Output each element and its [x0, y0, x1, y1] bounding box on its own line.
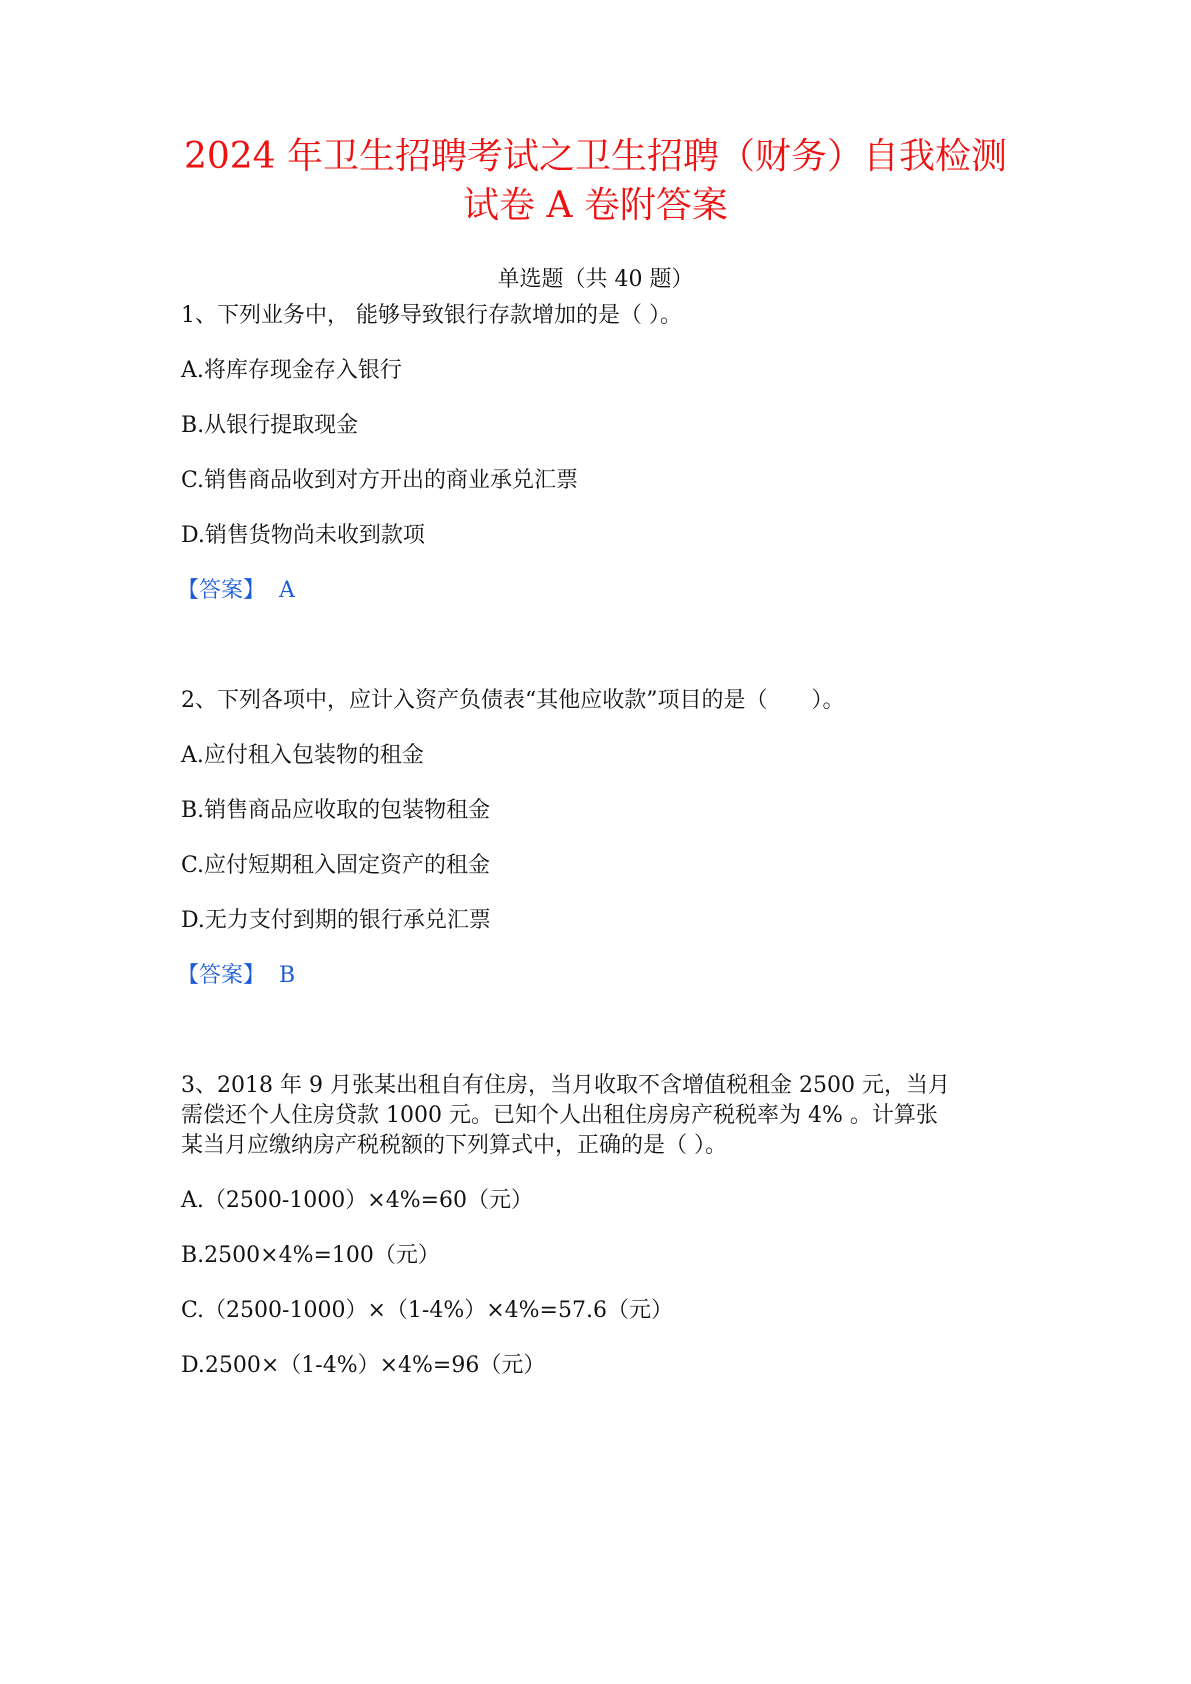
question-3-stem-line-1: 3、2018 年 9 月张某出租自有住房，当月收取不含增值税租金 2500 元，当月 — [181, 1073, 950, 1098]
question-3-option-a: A.（2500-1000）×4%=60（元） — [181, 1188, 534, 1213]
question-3-option-c: C.（2500-1000）×（1-4%）×4%=57.6（元） — [181, 1298, 673, 1323]
question-1-option-c: C.销售商品收到对方开出的商业承兑汇票 — [181, 468, 579, 493]
question-1-answer — [177, 576, 295, 606]
question-2-option-a: A.应付租入包装物的租金 — [181, 743, 424, 768]
question-3-stem-line-2: 需偿还个人住房贷款 1000 元。已知个人出租住房房产税税率为 4% 。计算张 — [181, 1103, 938, 1128]
question-1-option-b: B.从银行提取现金 — [181, 413, 359, 438]
question-2-answer — [177, 961, 295, 991]
question-3-option-d: D.2500×（1-4%）×4%=96（元） — [181, 1353, 546, 1378]
document-title-line-1: 2024 年卫生招聘考试之卫生招聘（财务）自我检测 — [183, 136, 1008, 177]
question-1-option-a: A.将库存现金存入银行 — [181, 358, 402, 383]
question-3-option-b: B.2500×4%=100（元） — [181, 1243, 440, 1268]
document-title-line-2: 试卷 A 卷附答案 — [463, 185, 728, 226]
question-2-stem: 2、下列各项中，应计入资产负债表“其他应收款”项目的是（ ）。 — [181, 688, 845, 713]
question-2-option-d: D.无力支付到期的银行承兑汇票 — [181, 908, 491, 933]
answer-tag: 【答案】 — [177, 963, 266, 988]
question-1-stem: 1、下列业务中， 能够导致银行存款增加的是（ ）。 — [181, 303, 682, 328]
answer-value: B — [279, 963, 296, 988]
answer-tag: 【答案】 — [177, 578, 266, 603]
section-header: 单选题（共 40 题） — [497, 267, 694, 292]
answer-value: A — [279, 578, 295, 603]
question-2-option-c: C.应付短期租入固定资产的租金 — [181, 853, 491, 878]
question-2-option-b: B.销售商品应收取的包装物租金 — [181, 798, 491, 823]
question-1-option-d: D.销售货物尚未收到款项 — [181, 523, 425, 548]
question-3-stem-line-3: 某当月应缴纳房产税税额的下列算式中，正确的是（ ）。 — [181, 1133, 727, 1158]
